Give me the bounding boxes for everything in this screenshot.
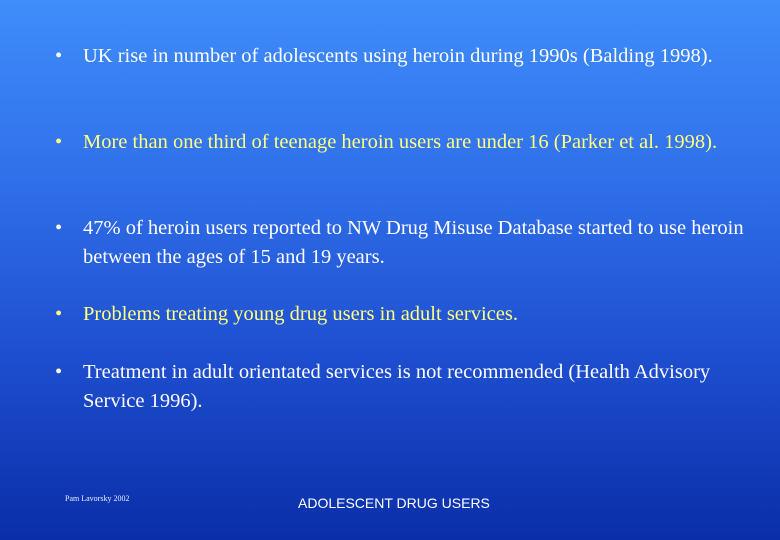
bullet-icon: • xyxy=(55,45,63,67)
footer-title: ADOLESCENT DRUG USERS xyxy=(298,495,490,511)
bullet-text: More than one third of teenage heroin users are under 16 (Parker et al. 1998). xyxy=(83,131,718,153)
bullet-icon: • xyxy=(55,131,63,153)
bullet-icon: • xyxy=(55,303,63,325)
bullet-item-adult-services xyxy=(55,300,745,329)
footer-author: Pam Lavorsky 2002 xyxy=(65,494,130,503)
bullet-text: 47% of heroin users reported to NW Drug Misuse Database started to use heroin between the ages of 15 and 19 years. xyxy=(83,217,744,268)
bullet-text: UK rise in number of adolescents using heroin during 1990s (Balding 1998). xyxy=(83,45,713,67)
bullet-icon: • xyxy=(55,217,63,239)
bullet-text: Treatment in adult orientated services is not recommended (Health Advisory Service 1996). xyxy=(83,361,711,412)
bullet-icon: • xyxy=(55,361,63,383)
bullet-item-heroin-rise xyxy=(55,42,745,71)
bullet-item-treatment xyxy=(55,358,745,416)
bullet-item-teenage-users xyxy=(55,128,745,157)
bullet-text: Problems treating young drug users in adult services. xyxy=(83,303,518,325)
bullet-item-nw-database xyxy=(55,214,745,272)
